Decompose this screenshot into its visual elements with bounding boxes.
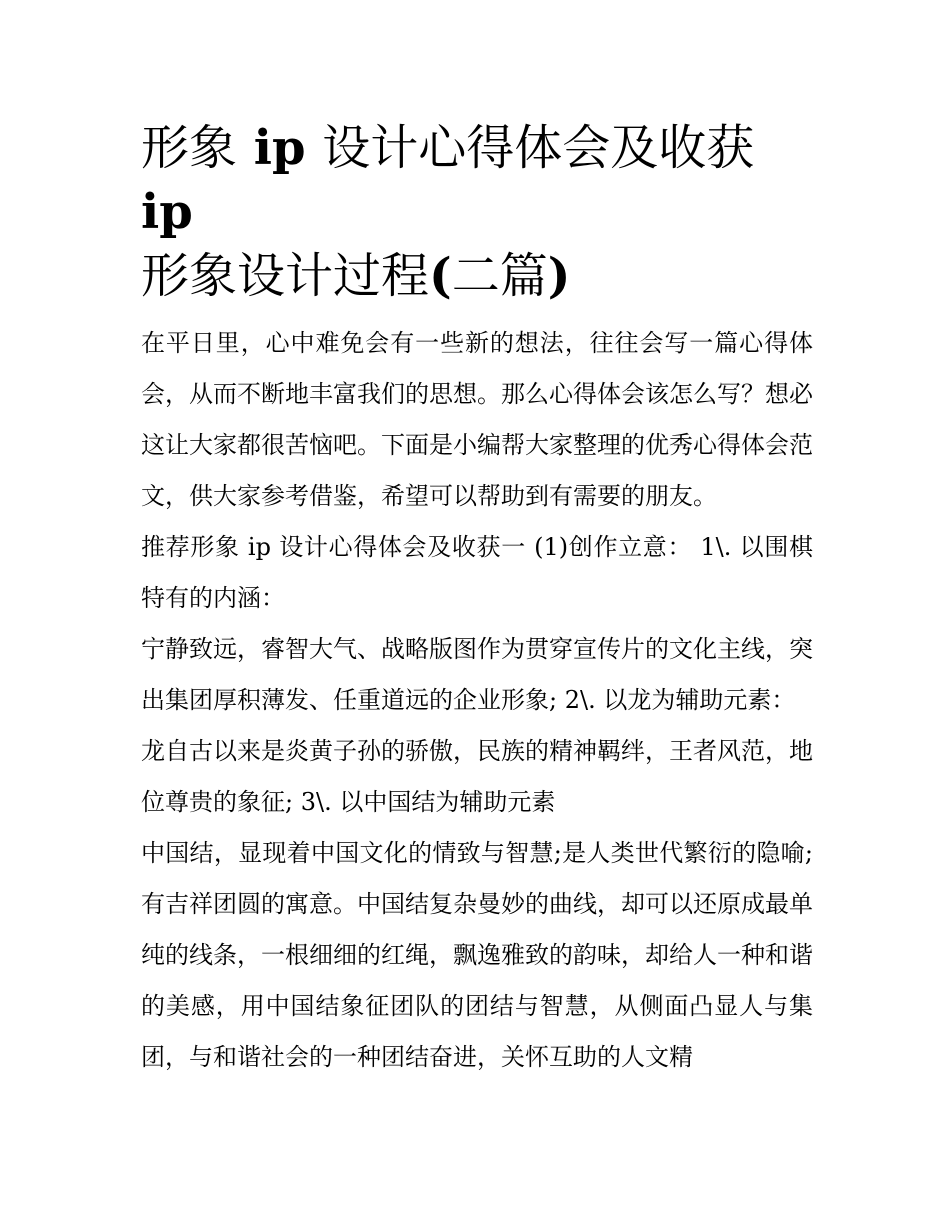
title-part: 二篇 — [451, 248, 548, 304]
title-part: ip — [141, 184, 193, 240]
paragraph-creative-intent: 推荐形象 ip 设计心得体会及收获一 (1)创作立意： 1\. 以围棋特有的内涵： — [141, 533, 813, 612]
title-part: 形象设计过程 — [141, 248, 430, 304]
paragraph-dragon: 龙自古以来是炎黄子孙的骄傲，民族的精神羁绊，王者风范，地位尊贵的象征; 3\. 以中国结为辅助元素 — [141, 737, 813, 816]
title-part: ip — [237, 120, 323, 176]
title-part: 设计心得体会及收获 — [322, 120, 755, 176]
paragraph-chinese-knot: 中国结，显现着中国文化的情致与智慧;是人类世代繁衍的隐喻;有吉祥团圆的寓意。中国结复杂曼妙的曲线，却可以还原成最单纯的线条，一根细细的红绳，飘逸雅致的韵味，却给人一种和谐的美感，用中国结象征团队的团结与智慧，从侧面凸显人与集团，与和谐社会的一种团结奋进，关怀互助的人文精 — [141, 839, 813, 1071]
document-title — [141, 116, 813, 308]
title-part: ( — [429, 248, 452, 304]
paragraph-go-theme: 宁静致远，睿智大气、战略版图作为贯穿宣传片的文化主线，突出集团厚积薄发、任重道远的企业形象; 2\. 以龙为辅助元素： — [141, 635, 813, 714]
paragraph-intro: 在平日里，心中难免会有一些新的想法，往往会写一篇心得体会，从而不断地丰富我们的思想。那么心得体会该怎么写？想必这让大家都很苦恼吧。下面是小编帮大家整理的优秀心得体会范文，供大家参考借鉴，希望可以帮助到有需要的朋友。 — [141, 329, 813, 510]
title-part: ) — [547, 248, 571, 304]
title-part: 形象 — [141, 120, 238, 176]
document-body — [141, 116, 813, 1083]
